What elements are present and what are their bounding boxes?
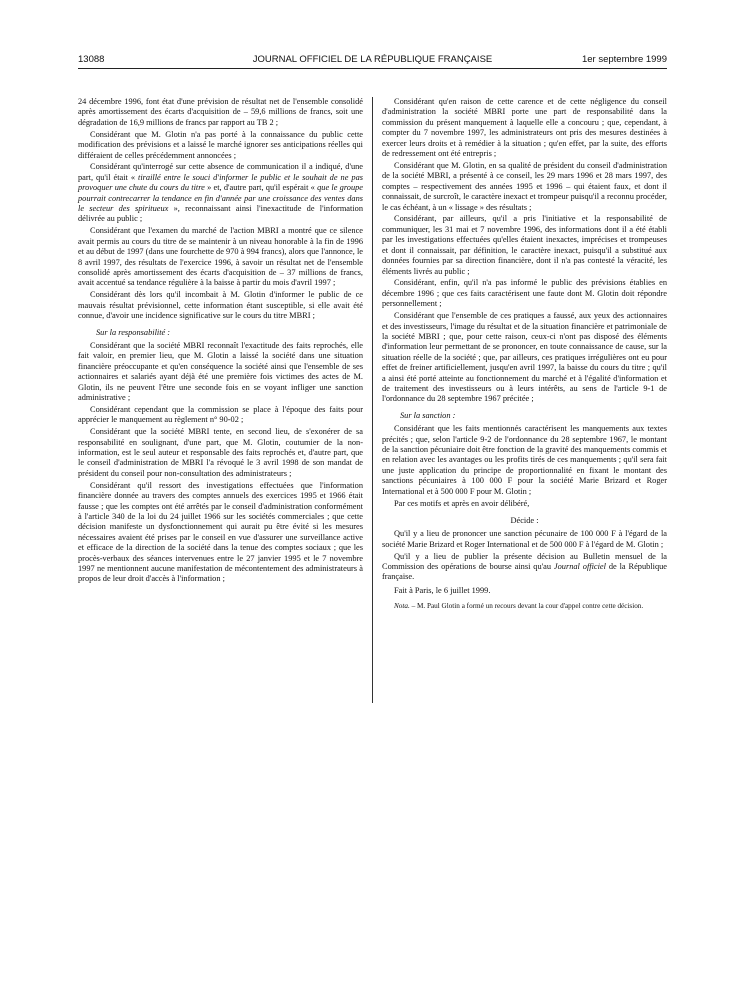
text-run: Considérant qu'interrogé sur cette absence de communication il a indiqué, d'une part, qu'il était « [78,162,363,182]
section-heading: Sur la sanction : [400,410,456,420]
paragraph: Considérant, par ailleurs, qu'il a pris l'initiative et la responsabilité de communiquer, les 31 mai et 7 novembre 1996, des informations dont il a été établi par les investigations effectuées qu'elles étaient inexactes, imprécises et trompeuses et dont il connaissait, par définition, le caractère inexact, puisqu'il a substitué aux données fournies par sa direction financière, dont il n'a pas contesté la véracité, les éléments livrés au public ; [382,214,667,276]
footnote [382,602,667,611]
right-column [382,97,667,613]
paragraph: Considérant que M. Glotin, en sa qualité de président du conseil d'administration de la société MBRI, a présenté à ce conseil, les 29 mars 1996 et 28 mars 1997, des comptes – respectivement des années 1995 et 1996 – qui étaient faux, et dont il connaissait, de surcroît, le caractère inexact et trompeur puisqu'il a reconnu procéder, le cas échéant, à un « lissage » des résultats ; [382,160,667,212]
section-heading: Sur la responsabilité : [96,327,171,337]
left-column [78,97,363,586]
page-header [78,53,667,67]
header-rule [78,68,667,69]
paragraph: Considérant que l'ensemble de ces pratiques a faussé, aux yeux des actionnaires et des investisseurs, l'image du résultat et de la situation financière et patrimoniale de la société MBRI ; que, pour cette raison, ceux-ci n'ont pas disposé des éléments d'information leur permettant de se prononcer, en toute connaissance de cause, sur la situation réelle de la société ; que, par ailleurs, ces pratiques irrégulières ont eu pour effet de freiner artificiellement, jusqu'en avril 1997, la baisse du cours du titre ; qu'il a ainsi été porté atteinte au fonctionnement du marché et à l'égalité d'information et de traitement des investisseurs ou à leurs intérêts, au sens de l'article 9-1 de l'ordonnance du 28 septembre 1967 précitée ; [382,311,667,404]
paragraph: Considérant que la société MBRI tente, en second lieu, de s'exonérer de sa responsabilité en soulignant, d'une part, que M. Glotin, coutumier de la non-information, est le seul auteur et responsable des faits reprochés et, d'autre part, que le conseil d'administration de MBRI l'a révoqué le 3 avril 1998 de son mandat de président du conseil pour non-consultation des administrateurs ; [78,427,363,478]
issue-date: 1er septembre 1999 [581,54,667,65]
quotation: tiraillé entre le souci d'informer le public et le souhait de ne pas provoquer une chute du cours du titre [78,172,363,193]
text-run: » et, d'autre part, qu'il espérait « [204,183,318,193]
paragraph: Considérant qu'il ressort des investigations effectuées que l'information financière donnée au travers des comptes annuels des exercices 1995 et 1966 était fausse ; que les comptes ont été arrêtés par le conseil d'administration conformément à l'article 340 de la loi du 24 juillet 1966 sur les sociétés commerciales ; que cette décision manifeste un dysfonctionnement qui aurait pu être évité si les mesures nécessaires avaient été prises par le conseil en vue d'assurer une surveillance active et efficace de la direction de la société dans la tenue des comptes sociaux ; que les procès-verbaux des séances intervenues entre le 27 janvier 1995 et le 7 novembre 1997 ne mentionnent aucune manifestation de mécontentement des administrateurs à propos de leur droit d'accès à l'information ; [78,480,363,584]
paragraph: Considérant que l'examen du marché de l'action MBRI a montré que ce silence avait permis au cours du titre de se maintenir à un niveau honorable à la fin de 1996 et au début de 1997 (dans une fourchette de 970 à 994 francs), alors que l'annonce, le 8 avril 1997, des résultats de l'exercice 1996, à savoir un résultat net de l'ensemble consolidé après amortissement des écarts d'acquisition de – 37 millions de francs, avait accentué sa tendance régulière à la baisse à partir du mois d'avril 1997 ; [78,226,363,288]
text-run: de la République française. [382,562,667,582]
paragraph: Considérant qu'en raison de cette carence et de cette négligence du conseil d'administration la société MBRI porte une part de responsabilité dans la commission du présent manquement à laquelle elle a concouru ; que, cependant, à compter du 7 novembre 1997, les administrateurs ont pris des mesures destinées à exercer leurs droits et à remédier à la situation ; qu'en effet, par la suite, des efforts de redressement ont été entrepris ; [382,97,667,159]
decision-heading: Décide : [510,515,539,525]
text-run: Qu'il y a lieu de publier la présente décision au Bulletin mensuel de la Commission des opérations de bourse ainsi qu'au [382,551,667,572]
paragraph [78,162,363,224]
page-number: 13088 [78,54,105,65]
publication-name: Journal officiel [553,562,606,572]
paragraph: Par ces motifs et après en avoir délibéré, [394,498,530,508]
paragraph: Considérant que la société MBRI reconnaît l'exactitude des faits reprochés, elle fait valoir, en premier lieu, que M. Glotin a laissé la société dans une situation financière préoccupante et qu'en conséquence la société ainsi que l'ensemble de ses actionnaires et salariés ayant déjà été une première fois victimes des actes de M. Glotin, ils ne peuvent l'être une seconde fois en se voyant infliger une sanction administrative ; [78,340,363,402]
paragraph: Considérant dès lors qu'il incombait à M. Glotin d'informer le public de ce mauvais résultat prévisionnel, cette information étant susceptible, si elle avait été connue, d'avoir une incidence significative sur le cours du titre MBRI ; [78,290,363,321]
paragraph: Considérant, enfin, qu'il n'a pas informé le public des prévisions établies en décembre 1996 ; que ces faits caractérisent une faute dont M. Glotin doit répondre personnellement ; [382,278,667,309]
signature-line: Fait à Paris, le 6 juillet 1999. [394,585,491,595]
paragraph: Considérant cependant que la commission se place à l'époque des faits pour apprécier le manquement au règlement n° 90-02 ; [78,404,363,425]
footnote-label: Nota. [394,602,410,611]
footnote-text: – M. Paul Glotin a formé un recours devant la cour d'appel contre cette décision. [409,602,644,611]
paragraph: Qu'il y a lieu de prononcer une sanction pécunaire de 100 000 F à l'égard de la société Marie Brizard et Roger International et de 500 000 F à l'égard de M. Glotin ; [382,529,667,549]
paragraph [382,552,667,583]
paragraph: Considérant que M. Glotin n'a pas porté à la connaissance du public cette modification des prévisions et a laissé le marché ignorer ses anticipations réelles qui différaient de celles précédemment annoncées ; [78,129,363,160]
paragraph: 24 décembre 1996, font état d'une prévision de résultat net de l'ensemble consolidé après amortissement des écarts d'acquisition de – 59,6 millions de francs, soit une dégradation de 16,9 millions de francs par rapport au TB 2 ; [78,97,363,127]
quotation: que le groupe pourrait contrecarrer la tendance en fin d'année par une croissance des ventes dans le secteur des spiritueux [78,183,363,214]
text-run: », reconnaissant ainsi l'inexactitude de l'information délivrée au public ; [78,204,363,224]
column-divider [372,97,373,703]
journal-title: JOURNAL OFFICIEL DE LA RÉPUBLIQUE FRANÇAISE [252,54,493,65]
paragraph: Considérant que les faits mentionnés caractérisent les manquements aux textes précités ; que, selon l'article 9-2 de l'ordonnance du 28 septembre 1967, le montant de la sanction pécuniaire doit être fonction de la gravité des manquements commis et en relation avec les avantages ou les profits tirés de ces manquements ; qu'il sera fait une juste application du principe de proportionnalité en fixant le montant des sanctions pécuniaires à 100 000 F pour la société Marie Brizard et Roger International et à 500 000 F pour M. Glotin ; [382,424,667,496]
